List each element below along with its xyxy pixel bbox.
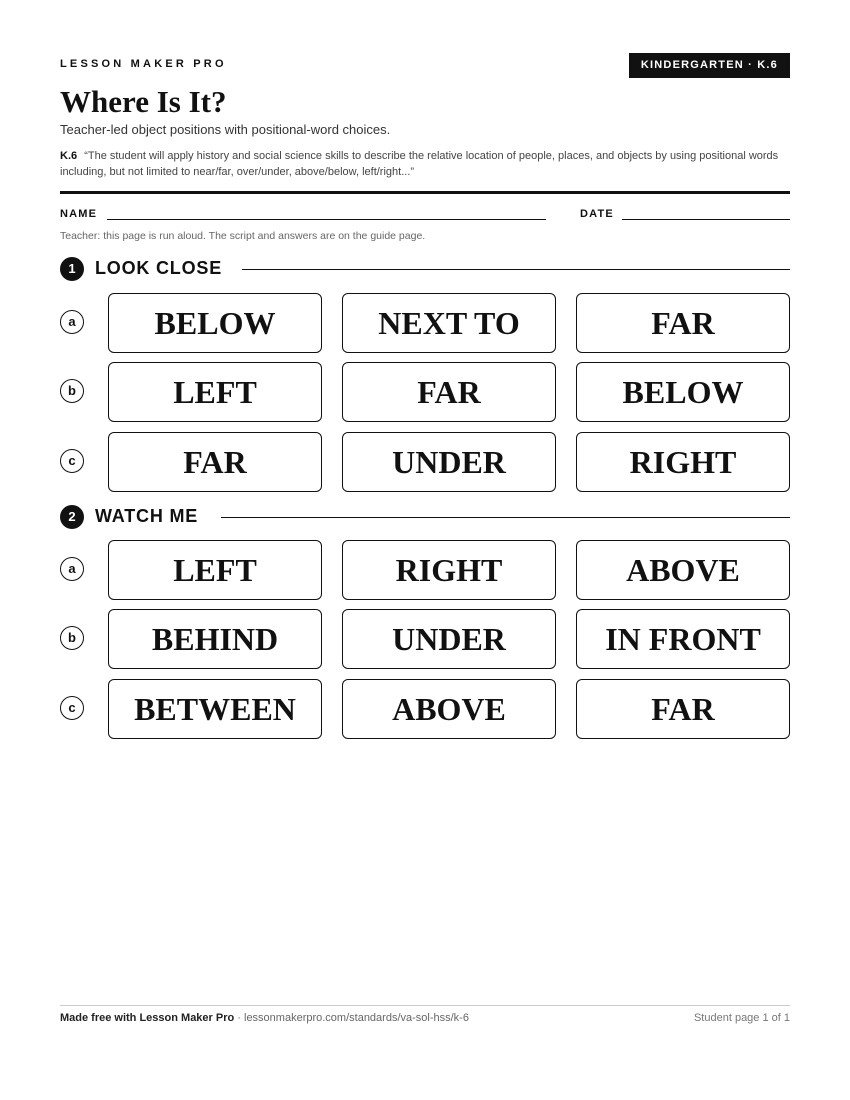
choice-card[interactable]: UNDER (342, 432, 556, 492)
grade-badge: KINDERGARTEN · K.6 (629, 53, 790, 78)
name-field[interactable] (107, 219, 546, 220)
row-letter-badge: a (60, 557, 84, 581)
worksheet-page (60, 0, 790, 1100)
standard-description (60, 148, 780, 180)
choice-card[interactable]: RIGHT (342, 540, 556, 600)
choice-card[interactable]: BELOW (108, 293, 322, 353)
choice-card[interactable]: BETWEEN (108, 679, 322, 739)
choice-card[interactable]: BEHIND (108, 609, 322, 669)
choice-card[interactable]: LEFT (108, 362, 322, 422)
choice-card[interactable]: BELOW (576, 362, 790, 422)
date-label: DATE (580, 208, 614, 220)
question-row (60, 362, 790, 422)
section-look-close (60, 257, 790, 281)
section-watch-me (60, 505, 790, 529)
name-label: NAME (60, 208, 98, 220)
choice-card[interactable]: NEXT TO (342, 293, 556, 353)
section-title: LOOK CLOSE (95, 258, 223, 278)
teacher-note: Teacher: this page is run aloud. The script and answers are on the guide page. (60, 230, 426, 242)
section-divider (221, 517, 790, 518)
footer-url[interactable]: · lessonmakerpro.com/standards/va-sol-hss/k-6 (234, 1012, 469, 1024)
row-letter-badge: b (60, 379, 84, 403)
choice-card[interactable]: FAR (576, 679, 790, 739)
header-divider (60, 191, 790, 194)
row-letter-badge: a (60, 310, 84, 334)
question-row (60, 293, 790, 353)
choice-card[interactable]: FAR (342, 362, 556, 422)
footer-credit (60, 1012, 469, 1024)
choice-card[interactable]: RIGHT (576, 432, 790, 492)
choice-card[interactable]: ABOVE (342, 679, 556, 739)
question-row (60, 609, 790, 669)
page-subtitle: Teacher-led object positions with positional-word choices. (60, 122, 391, 137)
section-number-badge: 1 (60, 257, 84, 281)
footer-made-with: Made free with Lesson Maker Pro (60, 1012, 235, 1024)
question-row (60, 432, 790, 492)
standard-text: “The student will apply history and social science skills to describe the relative location of people, places, and objects by using positional words including, but not limited to near/far, over/under, above/below, left/right...” (60, 150, 779, 178)
page-title: Where Is It? (60, 84, 227, 119)
choice-card[interactable]: FAR (108, 432, 322, 492)
choice-card[interactable]: FAR (576, 293, 790, 353)
row-letter-badge: c (60, 449, 84, 473)
choice-card[interactable]: UNDER (342, 609, 556, 669)
choice-card[interactable]: ABOVE (576, 540, 790, 600)
choice-card[interactable]: LEFT (108, 540, 322, 600)
brand-name: LESSON MAKER PRO (60, 58, 227, 70)
choice-card[interactable]: IN FRONT (576, 609, 790, 669)
section-number-badge: 2 (60, 505, 84, 529)
footer-page-number: Student page 1 of 1 (693, 1012, 790, 1024)
footer-divider (60, 1005, 790, 1006)
question-row (60, 540, 790, 600)
date-field[interactable] (622, 219, 790, 220)
section-title: WATCH ME (95, 506, 199, 526)
standard-code: K.6 (60, 150, 78, 162)
section-divider (242, 269, 790, 270)
row-letter-badge: c (60, 696, 84, 720)
question-row (60, 679, 790, 739)
row-letter-badge: b (60, 626, 84, 650)
